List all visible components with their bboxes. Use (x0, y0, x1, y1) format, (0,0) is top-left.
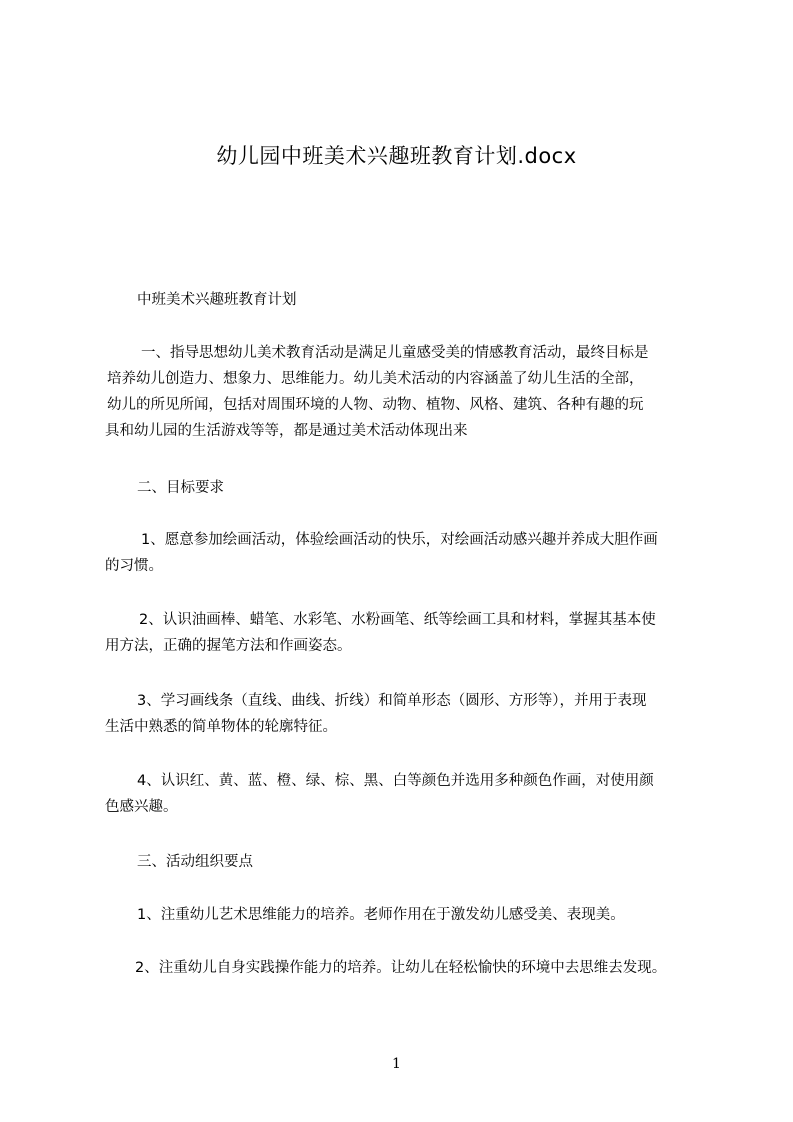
key-point-item-1 (137, 902, 625, 928)
page-number: 1 (392, 1056, 401, 1072)
key-point-item-2 (135, 955, 666, 981)
paragraph-line: 生活中熟悉的简单物体的轮廓特征。 (105, 719, 337, 735)
paragraph-line: 用方法，正确的握笔方法和作画姿态。 (105, 638, 352, 654)
paragraph-line: 一、指导思想幼儿美术教育活动是满足儿童感受美的情感教育活动，最终目标是 (141, 345, 649, 361)
paragraph-line: 具和幼儿园的生活游戏等等，都是通过美术活动体现出来 (105, 423, 468, 439)
paragraph-line: 1、注重幼儿艺术思维能力的培养。老师作用在于激发幼儿感受美、表现美。 (137, 907, 625, 923)
paragraph-line: 2、认识油画棒、蜡笔、水彩笔、水粉画笔、纸等绘画工具和材料，掌握其基本使 (139, 612, 656, 628)
paragraph-line: 4、认识红、黄、蓝、橙、绿、棕、黑、白等颜色并选用多种颜色作画，对使用颜 (137, 773, 654, 789)
section-heading-goals (137, 475, 224, 501)
section-heading-key-points (137, 849, 253, 875)
heading-text: 二、目标要求 (137, 480, 224, 496)
paragraph-line: 色感兴趣。 (105, 799, 178, 815)
paragraph-line: 1、愿意参加绘画活动，体验绘画活动的快乐，对绘画活动感兴趣并养成大胆作画 (141, 532, 658, 548)
plan-subtitle (137, 287, 297, 313)
paragraph-line: 培养幼儿创造力、想象力、思维能力。幼儿美术活动的内容涵盖了幼儿生活的全部， (107, 371, 644, 387)
guiding-ideology-paragraph (105, 340, 649, 444)
heading-text: 三、活动组织要点 (137, 854, 253, 870)
goal-item-2 (105, 607, 656, 659)
goal-item-3 (105, 688, 646, 740)
paragraph-line: 2、注重幼儿自身实践操作能力的培养。让幼儿在轻松愉快的环境中去思维去发现。 (135, 960, 667, 976)
paragraph-line: 的习惯。 (105, 558, 163, 574)
goal-item-4 (105, 768, 654, 820)
paragraph-line: 幼儿的所见所闻，包括对周围环境的人物、动物、植物、风格、建筑、各种有趣的玩 (107, 397, 644, 413)
subtitle-text: 中班美术兴趣班教育计划 (137, 292, 297, 308)
paragraph-line: 3、学习画线条（直线、曲线、折线）和简单形态（圆形、方形等），并用于表现 (137, 693, 647, 709)
document-title: 幼儿园中班美术兴趣班教育计划.docx (216, 144, 577, 168)
goal-item-1 (105, 527, 658, 579)
